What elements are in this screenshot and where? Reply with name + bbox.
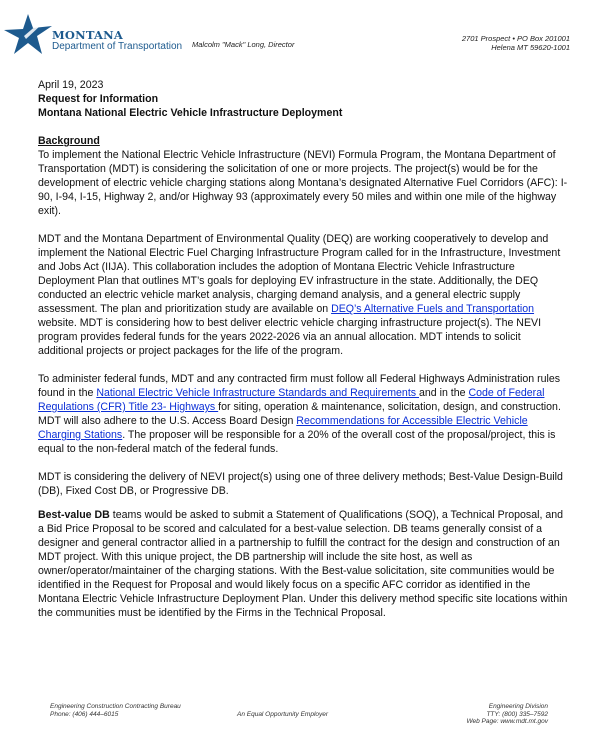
paragraph-1: To implement the National Electric Vehicle Infrastructure (NEVI) Formula Program, the Montana Department of Transportation (MDT) is considering the solicitation of one or more projects. The project(s) would be for the development of electric vehicle charging stations along Montana’s designated Alternative Fuel Corridors (AFC): I-90, I-94, I-15, Highway 2, and/or Highway 93 (approximately every 50 miles and within one mile of the highway exit). (38, 149, 568, 217)
address-line-2: Helena MT 59620-1001 (491, 43, 570, 52)
footer-tty: TTY: (800) 335–7592 (486, 710, 548, 718)
paragraph-2-text-b: website. MDT is considering how to best deliver electric vehicle charging infrastructure project(s). The NEVI program provides federal funds for the years 2022-2026 via an annual allocation. MDT intends to solicit additional projects or project packages for the life of the program. (38, 317, 542, 357)
footer-webpage: Web Page: www.mdt.mt.gov (466, 718, 548, 725)
letter-body (38, 78, 568, 620)
brand-subtitle: Department of Transportation (52, 41, 183, 52)
footer-right (350, 703, 548, 726)
address (200, 34, 570, 52)
paragraph-4: MDT is considering the delivery of NEVI project(s) using one of three delivery methods; Best-Value Design-Build (DB), Fixed Cost DB, or Progressive DB. (38, 471, 563, 497)
paragraph-3-text-c: for siting, operation & maintenance, solicitation, design, and construction. MDT will also adhere to the U.S. Access Board Design (38, 401, 561, 427)
brand-name: MONTANA (52, 28, 123, 42)
nevi-standards-link[interactable]: National Electric Vehicle Infrastructure Standards and Requirements (96, 387, 419, 399)
letterhead (0, 0, 600, 60)
brand (52, 29, 182, 53)
paragraph-3-text-d: . The proposer will be responsible for a 20% of the overall cost of the proposal/project, this is equal to the non-federal match of the federal funds. (38, 429, 556, 455)
director-name: Malcolm "Mack" Long, Director (192, 40, 295, 49)
paragraph-5-text: teams would be asked to submit a Statement of Qualifications (SOQ), a Technical Proposal, and a Bid Price Proposal to be scored and calculated for a best-value selection. DB teams generally consist of a designer and general contractor allied in a partnership to fulfill the contract for the design and construction of an MDT project. With this unique project, the DB partnership will include the site host, as well as owner/operator/maintainer of the charging stations. With the Best-value solicitation, site communities would be identified in the Request for Proposal and would likely focus on a specific AFC corridor as identified in the Montana Electric Vehicle Infrastructure Deployment Plan. Under this delivery method specific site locations within the communities must be identified by the Firms in the Technical Proposal. (38, 509, 568, 619)
paragraph-5 (38, 508, 568, 620)
letter-title: Request for Information (38, 93, 159, 105)
cfr-title-23-link[interactable]: Code of Federal Regulations (CFR) Title 23- Highways (38, 387, 545, 413)
letter-date: April 19, 2023 (38, 79, 104, 91)
deq-alt-fuels-link[interactable]: DEQ’s Alternative Fuels and Transportation (331, 303, 535, 315)
footer-bureau: Engineering Construction Contracting Bureau (50, 703, 181, 710)
address-line-1: 2701 Prospect • PO Box 201001 (461, 34, 570, 43)
letter-subject: Montana National Electric Vehicle Infrastructure Deployment (38, 107, 343, 119)
footer-left (50, 703, 181, 718)
paragraph-2-text-a: MDT and the Montana Department of Environmental Quality (DEQ) are working cooperatively to develop and implement the National Electric Fuel Charging Infrastructure Program called for in the Infrastructure, Investment and Jobs Act (IIJA). This collaboration includes the adoption of Montana Electric Vehicle Infrastructure Deployment Plan that outlines MT’s goals for deploying EV infrastructure in the state. Additionally, the DEQ conducted an electric vehicle market analysis, charging demand analysis, and a general electric supply assessment. The plan and prioritization study are available on (38, 233, 561, 315)
paragraph-2 (38, 232, 568, 358)
footer-phone: Phone: (406) 444–6015 (50, 710, 119, 718)
paragraph-3-text-a: To administer federal funds, MDT and any contracted firm must follow all Federal Highways Administration rules found in the (38, 373, 561, 399)
paragraph-3-text-b: and in the (419, 387, 469, 399)
footer-division: Engineering Division (488, 703, 548, 710)
footer-eoe: An Equal Opportunity Employer (237, 711, 329, 718)
footer (0, 700, 600, 738)
best-value-db-label: Best-value DB (38, 509, 110, 521)
paragraph-3 (38, 372, 568, 456)
section-heading-background: Background (38, 135, 100, 147)
star-logo-icon (4, 12, 54, 58)
accessible-ev-charging-link[interactable]: Recommendations for Accessible Electric Vehicle Charging Stations (38, 415, 528, 441)
